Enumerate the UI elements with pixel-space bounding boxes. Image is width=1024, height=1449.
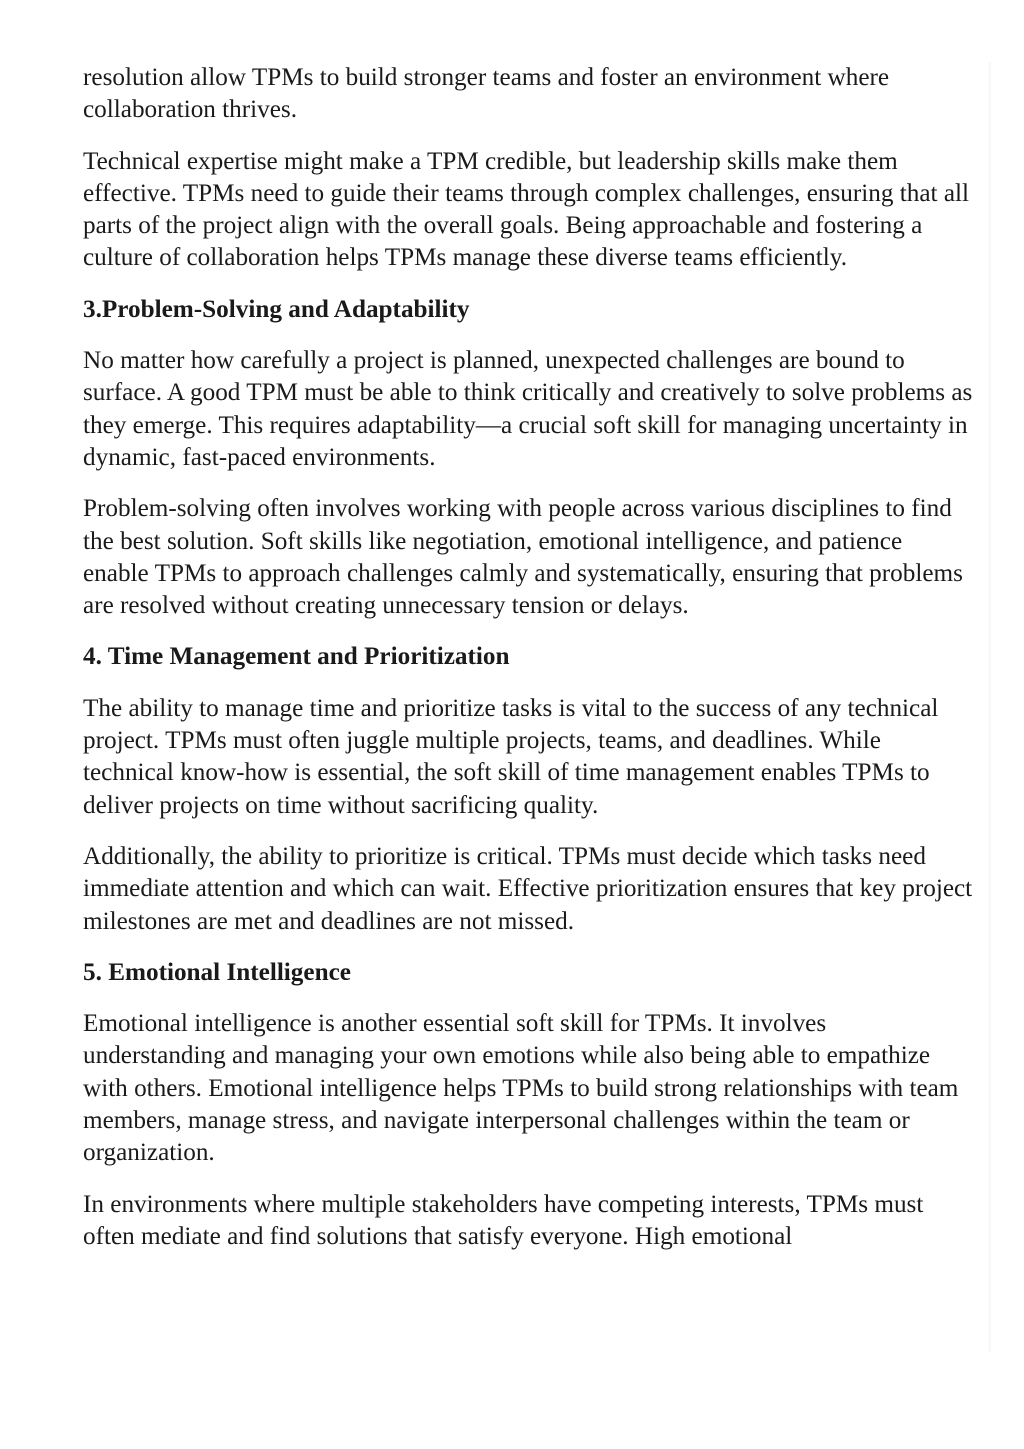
paragraph-emotional-intelligence-1: Emotional intelligence is another essential soft skill for TPMs. It involves understanding and managing your own emotions while also being able to empathize with others. Emotional intelligence helps TPMs to build strong relationships with team members, manage stress, and navigate interpersonal challenges within the team or organization.	[83, 1010, 959, 1167]
paragraph-problem-solving-1: No matter how carefully a project is planned, unexpected challenges are bound to surface. A good TPM must be able to think critically and creatively to solve problems as they emerge. This requires adaptability—a crucial soft skill for managing uncertainty in dynamic, fast-paced environments.	[83, 347, 973, 471]
heading-problem-solving: 3.Problem-Solving and Adaptability	[83, 295, 470, 323]
paragraph-collaboration-intro: resolution allow TPMs to build stronger teams and foster an environment where collaboration thrives.	[83, 64, 890, 124]
paragraph-problem-solving-2: Problem-solving often involves working with people across various disciplines to find the best solution. Soft skills like negotiation, emotional intelligence, and patience enable TPMs to approach challenges calmly and systematically, ensuring that problems are resolved without creating unnecessary tension or delays.	[83, 495, 963, 620]
paragraph-time-management-2: Additionally, the ability to prioritize is critical. TPMs must decide which tasks need immediate attention and which can wait. Effective prioritization ensures that key project milestones are met and deadlines are not missed.	[83, 842, 973, 935]
heading-emotional-intelligence: 5. Emotional Intelligence	[83, 958, 351, 986]
heading-time-management: 4. Time Management and Prioritization	[83, 643, 510, 671]
paragraph-emotional-intelligence-2: In environments where multiple stakeholders have competing interests, TPMs must often mediate and find solutions that satisfy everyone. High emotional	[83, 1190, 924, 1250]
paragraph-time-management-1: The ability to manage time and prioritize tasks is vital to the success of any technical project. TPMs must often juggle multiple projects, teams, and deadlines. While technical know-how is essential, the soft skill of time management enables TPMs to deliver projects on time without sacrificing quality.	[83, 694, 939, 819]
document-page	[83, 62, 973, 1272]
page-edge-shadow	[987, 62, 991, 1352]
paragraph-leadership: Technical expertise might make a TPM credible, but leadership skills make them effective. TPMs need to guide their teams through complex challenges, ensuring that all parts of the project align with the overall goals. Being approachable and fostering a culture of collaboration helps TPMs manage these diverse teams efficiently.	[83, 147, 969, 272]
